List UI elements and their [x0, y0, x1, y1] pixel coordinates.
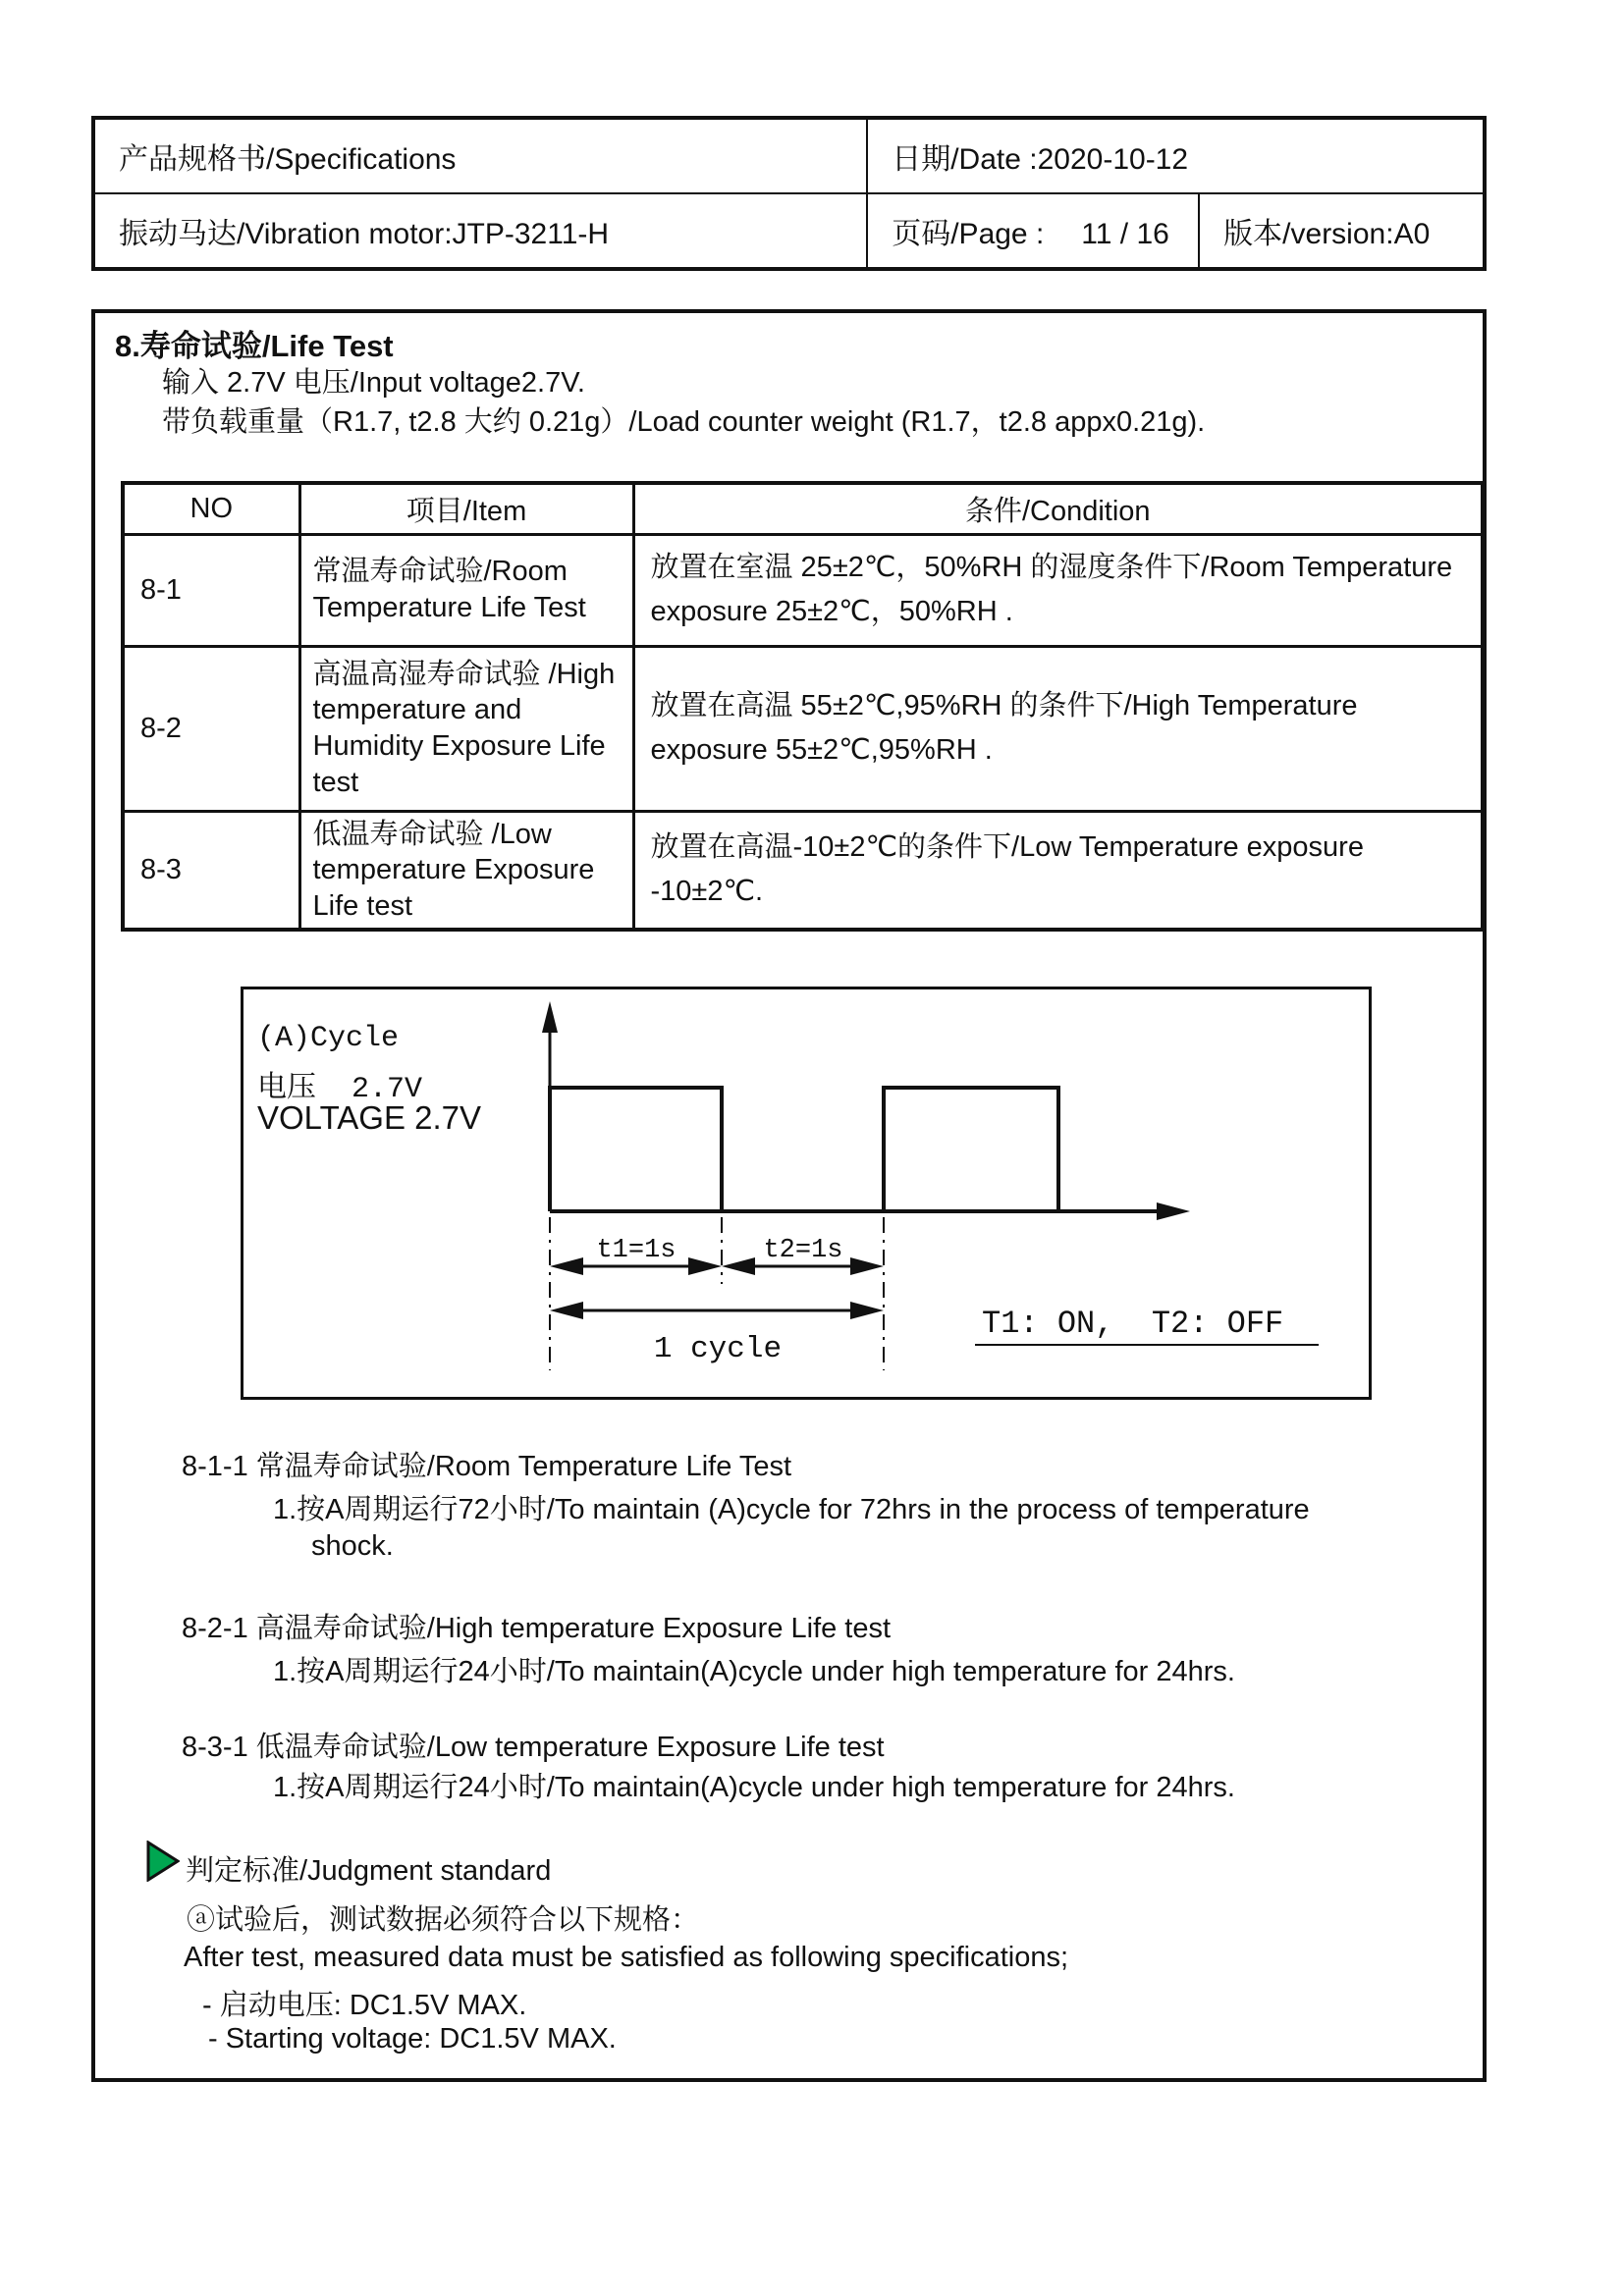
- table-row: [123, 534, 1483, 646]
- intro-line-2: 带负载重量（R1.7, t2.8 大约 0.21g）/Load counter weight (R1.7，t2.8 appx0.21g).: [162, 406, 1206, 438]
- version-value: A0: [1393, 218, 1431, 250]
- header-cell-page: [867, 193, 1199, 269]
- subsection-8-3-1-line1: 1.按A周期运行24小时/To maintain(A)cycle under high temperature for 24hrs.: [273, 1772, 1235, 1803]
- judgment-line-2: After test, measured data must be satisfied as following specifications;: [184, 1942, 1069, 1973]
- voltage-label-cn: 电压 2.7V: [257, 1073, 423, 1106]
- date-label: 日期/Date :: [892, 143, 1038, 176]
- subsection-8-1-1-line2: shock.: [311, 1530, 394, 1562]
- table-row: [123, 811, 1483, 930]
- intro-line-1: 输入 2.7V 电压/Input voltage2.7V.: [162, 367, 585, 399]
- t1-on-t2-off-legend: T1: ON, T2: OFF: [982, 1306, 1284, 1342]
- col-header-no: NO: [123, 483, 299, 534]
- col-header-item: 项目/Item: [299, 483, 633, 534]
- t1-right-arrowhead: [688, 1257, 722, 1275]
- row-no: 8-2: [123, 646, 299, 811]
- table-header-row: [123, 483, 1483, 534]
- t1-duration-label: t1=1s: [596, 1236, 677, 1265]
- green-pointer-icon: [146, 1841, 180, 1882]
- judgment-line-1: ⓐ试验后，测试数据必须符合以下规格：: [187, 1904, 700, 1936]
- pulse-waveform: [550, 1088, 1058, 1211]
- row-condition: 放置在室温 25±2℃，50%RH 的湿度条件下/Room Temperature exposure 25±2℃，50%RH .: [633, 534, 1483, 646]
- col-header-condition: 条件/Condition: [633, 483, 1483, 534]
- header-cell-date: [867, 118, 1485, 193]
- page-label: 页码/Page :: [892, 218, 1045, 250]
- row-condition: 放置在高温-10±2℃的条件下/Low Temperature exposure -10±2℃.: [633, 811, 1483, 930]
- t2-left-arrowhead: [722, 1257, 755, 1275]
- row-item: 常温寿命试验/Room Temperature Life Test: [299, 534, 633, 646]
- version-label: 版本/version:: [1223, 218, 1394, 250]
- life-test-section-box: [91, 309, 1487, 2082]
- t1-left-arrowhead: [550, 1257, 583, 1275]
- table-row: [123, 646, 1483, 811]
- judgment-line-4: - Starting voltage: DC1.5V MAX.: [208, 2023, 617, 2055]
- axis-right-arrowhead: [1157, 1202, 1190, 1220]
- subsection-8-1-1-line1: 1.按A周期运行72小时/To maintain (A)cycle for 72hrs in the process of temperature: [273, 1494, 1310, 1525]
- header-cell-motor: [93, 193, 867, 269]
- judgment-line-3: - 启动电压: DC1.5V MAX.: [202, 1990, 527, 2021]
- row-no: 8-1: [123, 534, 299, 646]
- life-test-conditions-table: [121, 481, 1485, 932]
- cycle-left-arrowhead: [550, 1302, 583, 1319]
- subsection-8-2-1-title: 8-2-1 高温寿命试验/High temperature Exposure Life test: [182, 1613, 892, 1644]
- t2-right-arrowhead: [850, 1257, 884, 1275]
- row-item: 高温高湿寿命试验 /High temperature and Humidity Exposure Life test: [299, 646, 633, 811]
- waveform-plot: [244, 989, 1369, 1397]
- header-cell-product: [93, 118, 867, 193]
- cycle-right-arrowhead: [850, 1302, 884, 1319]
- row-condition: 放置在高温 55±2℃,95%RH 的条件下/High Temperature exposure 55±2℃,95%RH .: [633, 646, 1483, 811]
- cycle-diagram: [241, 987, 1372, 1400]
- voltage-label-en: VOLTAGE 2.7V: [257, 1099, 482, 1136]
- page-value: 11 / 16: [1081, 218, 1169, 250]
- subsection-8-1-1-title: 8-1-1 常温寿命试验/Room Temperature Life Test: [182, 1451, 792, 1482]
- cycle-label: (A)Cycle: [257, 1022, 400, 1055]
- judgment-title: 判定标准/Judgment standard: [186, 1855, 552, 1887]
- product-label: 产品规格书/Specifications: [119, 143, 457, 176]
- row-no: 8-3: [123, 811, 299, 930]
- motor-label: 振动马达/Vibration motor:JTP-3211-H: [119, 218, 610, 250]
- subsection-8-2-1-line1: 1.按A周期运行24小时/To maintain(A)cycle under high temperature for 24hrs.: [273, 1656, 1235, 1687]
- date-value: 2020-10-12: [1037, 143, 1189, 176]
- t2-duration-label: t2=1s: [763, 1236, 843, 1265]
- header-cell-version: [1199, 193, 1485, 269]
- header-table: [91, 116, 1487, 271]
- subsection-8-3-1-title: 8-3-1 低温寿命试验/Low temperature Exposure Life test: [182, 1732, 885, 1763]
- section-title: 8.寿命试验/Life Test: [115, 329, 394, 363]
- one-cycle-label: 1 cycle: [653, 1332, 783, 1366]
- axis-up-arrowhead: [542, 1001, 558, 1033]
- row-item: 低温寿命试验 /Low temperature Exposure Life test: [299, 811, 633, 930]
